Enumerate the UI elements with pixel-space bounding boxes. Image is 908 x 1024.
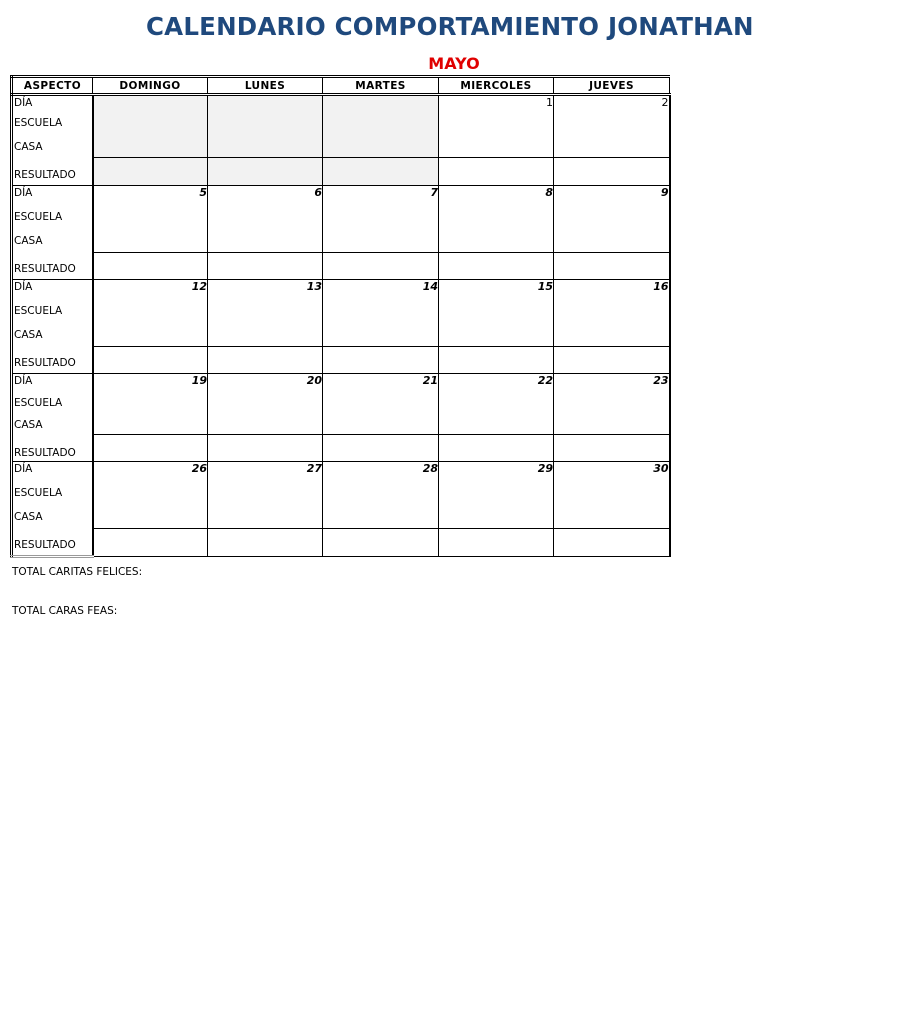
label-dia: DÍA [14,463,33,475]
week-row [12,95,670,158]
label-resultado: RESULTADO [14,357,76,369]
aspect-labels [12,280,93,374]
day-cell[interactable]: 1 [439,95,554,158]
day-cell[interactable]: 21 [323,374,439,435]
label-casa: CASA [14,511,43,523]
week-row [12,462,670,529]
day-cell[interactable]: 29 [439,462,554,529]
result-cell[interactable] [323,346,439,373]
result-cell[interactable] [93,346,208,373]
week-row [12,186,670,253]
label-resultado: RESULTADO [14,169,76,181]
result-cell[interactable] [554,346,670,373]
label-dia: DÍA [14,281,33,293]
day-cell[interactable]: 7 [323,186,439,253]
day-cell[interactable]: 27 [208,462,323,529]
aspect-labels [12,95,93,186]
day-cell[interactable]: 22 [439,374,554,435]
day-cell[interactable]: 6 [208,186,323,253]
calendar-table [10,75,671,558]
result-row [12,346,670,373]
day-cell[interactable]: 26 [93,462,208,529]
result-cell[interactable] [323,529,439,557]
aspect-labels [12,462,93,557]
total-caras-feas: TOTAL CARAS FEAS: [12,605,118,617]
result-cell[interactable] [439,529,554,557]
aspect-labels [12,186,93,280]
result-cell[interactable] [93,252,208,279]
result-cell[interactable] [93,434,208,461]
day-cell[interactable]: 16 [554,280,670,347]
week-row [12,280,670,347]
day-cell[interactable]: 23 [554,374,670,435]
total-caritas-felices: TOTAL CARITAS FELICES: [12,566,143,578]
label-dia: DÍA [14,97,33,109]
day-cell[interactable]: 19 [93,374,208,435]
label-escuela: ESCUELA [14,487,63,499]
result-cell[interactable] [93,158,208,186]
header-domingo: DOMINGO [93,77,208,95]
day-cell[interactable]: 13 [208,280,323,347]
day-cell[interactable]: 20 [208,374,323,435]
result-row [12,252,670,279]
result-cell[interactable] [554,434,670,461]
label-casa: CASA [14,235,43,247]
day-cell[interactable]: 9 [554,186,670,253]
result-cell[interactable] [208,158,323,186]
day-cell[interactable] [323,95,439,158]
label-casa: CASA [14,329,43,341]
result-cell[interactable] [208,434,323,461]
label-escuela: ESCUELA [14,397,63,409]
day-cell[interactable]: 12 [93,280,208,347]
result-cell[interactable] [323,158,439,186]
day-cell[interactable]: 2 [554,95,670,158]
page-title: CALENDARIO COMPORTAMIENTO JONATHAN [146,12,754,41]
result-cell[interactable] [554,158,670,186]
aspect-labels [12,374,93,462]
header-miercoles: MIERCOLES [439,77,554,95]
result-cell[interactable] [323,252,439,279]
result-cell[interactable] [323,434,439,461]
result-cell[interactable] [208,252,323,279]
result-cell[interactable] [439,158,554,186]
day-cell[interactable]: 8 [439,186,554,253]
result-cell[interactable] [439,346,554,373]
day-cell[interactable]: 28 [323,462,439,529]
week-row [12,374,670,435]
result-cell[interactable] [208,529,323,557]
label-escuela: ESCUELA [14,211,63,223]
day-cell[interactable]: 30 [554,462,670,529]
label-resultado: RESULTADO [14,263,76,275]
day-cell[interactable] [93,95,208,158]
result-cell[interactable] [208,346,323,373]
day-cell[interactable]: 5 [93,186,208,253]
day-cell[interactable]: 14 [323,280,439,347]
label-dia: DÍA [14,375,33,387]
label-dia: DÍA [14,187,33,199]
result-row [12,434,670,461]
header-jueves: JUEVES [554,77,670,95]
result-row [12,529,670,557]
header-lunes: LUNES [208,77,323,95]
label-resultado: RESULTADO [14,447,76,459]
result-cell[interactable] [93,529,208,557]
label-escuela: ESCUELA [14,117,63,129]
result-cell[interactable] [554,529,670,557]
label-escuela: ESCUELA [14,305,63,317]
label-resultado: RESULTADO [14,539,76,551]
result-cell[interactable] [439,252,554,279]
header-martes: MARTES [323,77,439,95]
header-aspecto: ASPECTO [12,77,93,95]
day-cell[interactable] [208,95,323,158]
day-cell[interactable]: 15 [439,280,554,347]
label-casa: CASA [14,141,43,153]
label-casa: CASA [14,419,43,431]
result-cell[interactable] [554,252,670,279]
month-label: MAYO [428,54,480,73]
result-row [12,158,670,186]
header-row [12,77,670,95]
result-cell[interactable] [439,434,554,461]
